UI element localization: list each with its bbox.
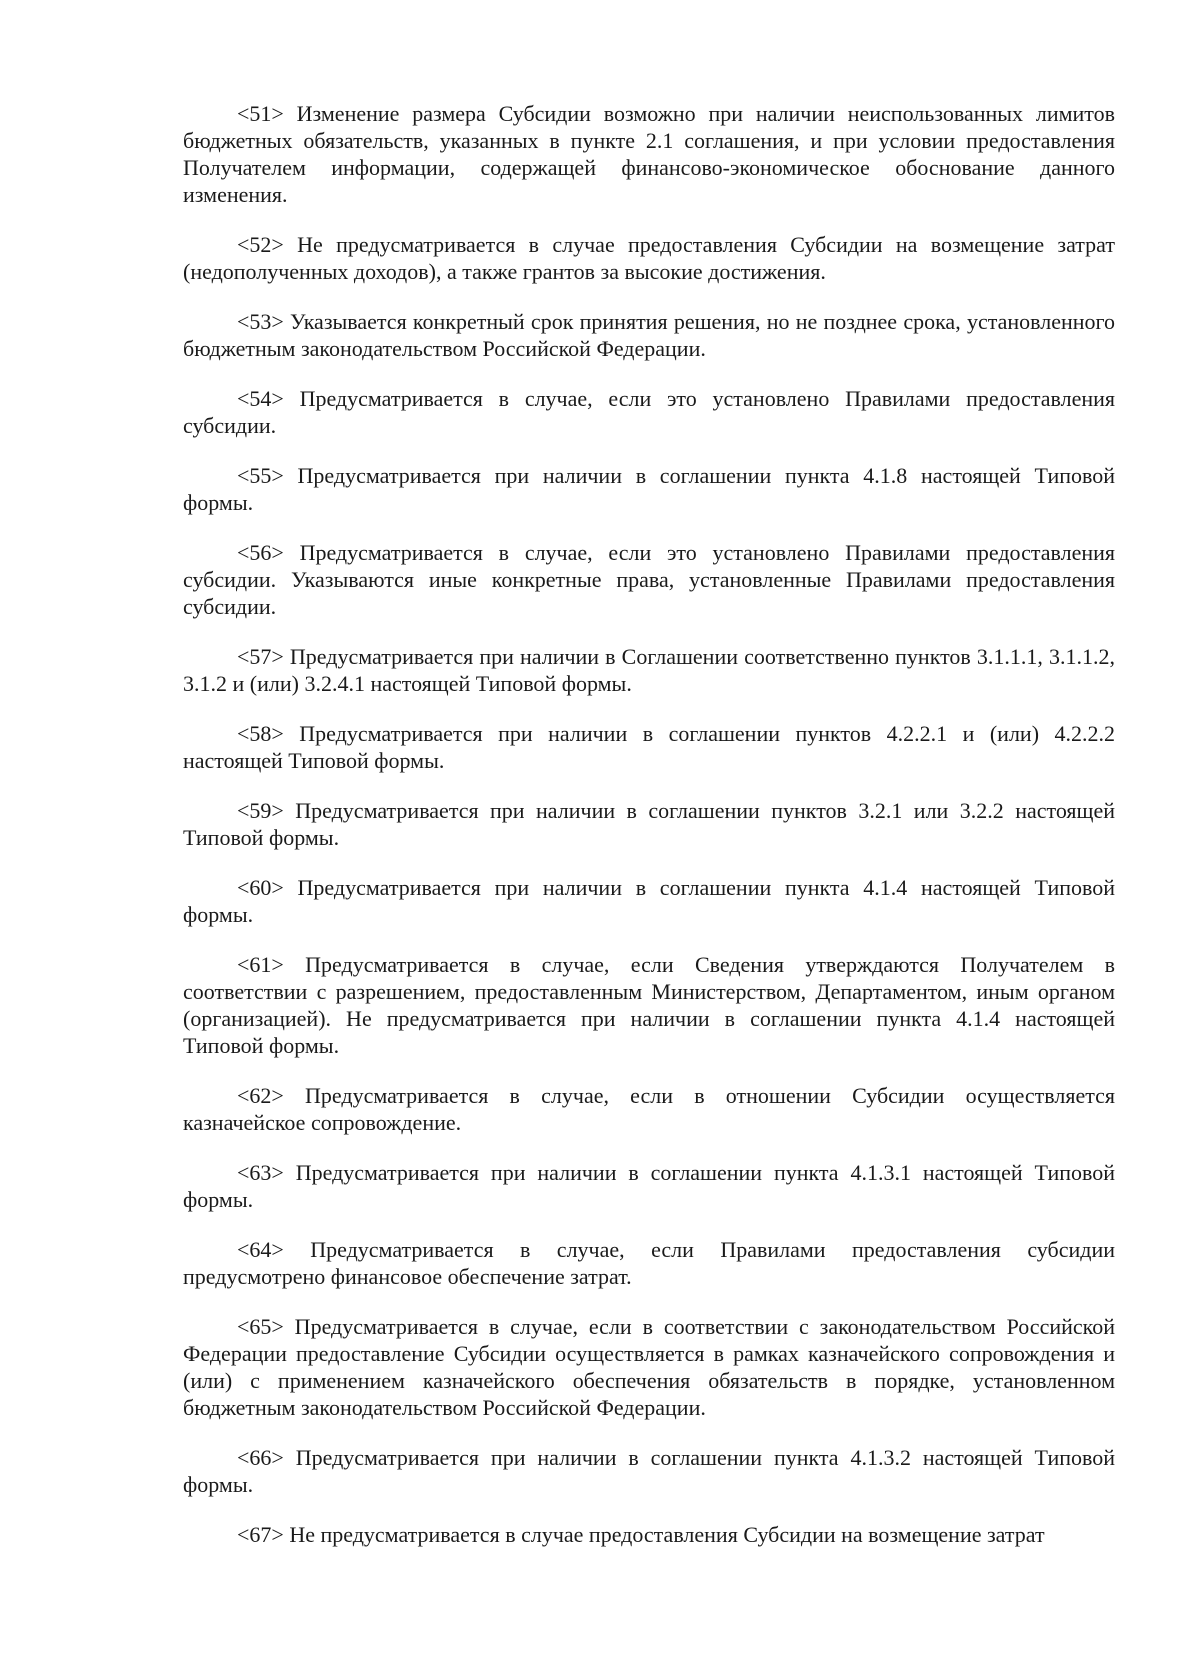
- footnote-56: <56> Предусматривается в случае, если это установлено Правилами предоставления субсидии. Указываются иные конкретные права, установленные Правилами предоставления субсидии.: [183, 540, 1115, 619]
- footnote-54: <54> Предусматривается в случае, если это установлено Правилами предоставления субсидии.: [183, 386, 1115, 438]
- footnote-58: <58> Предусматривается при наличии в соглашении пунктов 4.2.2.1 и (или) 4.2.2.2 настоящей Типовой формы.: [183, 721, 1115, 773]
- footnote-57: <57> Предусматривается при наличии в Соглашении соответственно пунктов 3.1.1.1, 3.1.1.2, 3.1.2 и (или) 3.2.4.1 настоящей Типовой формы.: [183, 644, 1115, 696]
- footnote-62: <62> Предусматривается в случае, если в отношении Субсидии осуществляется казначейское сопровождение.: [183, 1083, 1115, 1135]
- footnote-60: <60> Предусматривается при наличии в соглашении пункта 4.1.4 настоящей Типовой формы.: [183, 875, 1115, 927]
- footnote-51: <51> Изменение размера Субсидии возможно при наличии неиспользованных лимитов бюджетных обязательств, указанных в пункте 2.1 соглашения, и при условии предоставления Получателем информации, содержащей финансово-экономическое обоснование данного изменения.: [183, 101, 1115, 207]
- footnote-52: <52> Не предусматривается в случае предоставления Субсидии на возмещение затрат (недополученных доходов), а также грантов за высокие достижения.: [183, 232, 1115, 284]
- footnote-64: <64> Предусматривается в случае, если Правилами предоставления субсидии предусмотрено финансовое обеспечение затрат.: [183, 1237, 1115, 1289]
- footnote-66: <66> Предусматривается при наличии в соглашении пункта 4.1.3.2 настоящей Типовой формы.: [183, 1445, 1115, 1497]
- footnote-55: <55> Предусматривается при наличии в соглашении пункта 4.1.8 настоящей Типовой формы.: [183, 463, 1115, 515]
- footnotes-block: [183, 100, 1115, 1548]
- footnote-59: <59> Предусматривается при наличии в соглашении пунктов 3.2.1 или 3.2.2 настоящей Типовой формы.: [183, 798, 1115, 850]
- footnote-65: <65> Предусматривается в случае, если в соответствии с законодательством Российской Федерации предоставление Субсидии осуществляется в рамках казначейского сопровождения и (или) с применением казначейского обеспечения обязательств в порядке, установленном бюджетным законодательством Российской Федерации.: [183, 1314, 1115, 1420]
- footnote-63: <63> Предусматривается при наличии в соглашении пункта 4.1.3.1 настоящей Типовой формы.: [183, 1160, 1115, 1212]
- footnote-53: <53> Указывается конкретный срок принятия решения, но не позднее срока, установленного бюджетным законодательством Российской Федерации.: [183, 309, 1115, 361]
- footnote-67: <67> Не предусматривается в случае предоставления Субсидии на возмещение затрат: [237, 1522, 1045, 1547]
- footnote-61: <61> Предусматривается в случае, если Сведения утверждаются Получателем в соответствии с разрешением, предоставленным Министерством, Департаментом, иным органом (организацией). Не предусматривается при наличии в соглашении пункта 4.1.4 настоящей Типовой формы.: [183, 952, 1115, 1058]
